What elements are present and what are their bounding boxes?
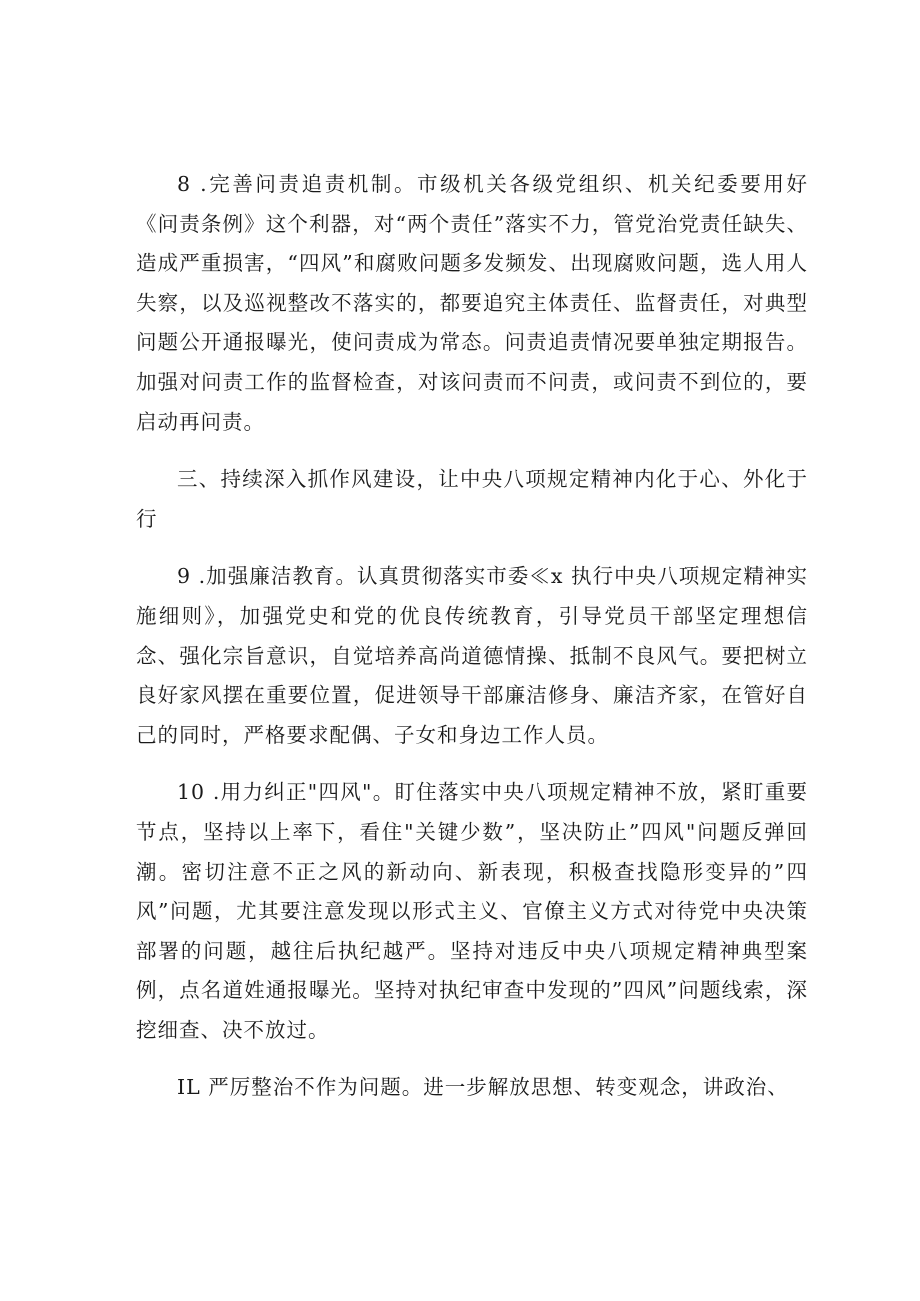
document-body [136,165,808,1126]
paragraph-item-8: 8 .完善问责追责机制。市级机关各级党组织、机关纪委要用好《问责条例》这个利器，对“两个责任”落实不力，管党治党责任缺失、造成严重损害，“四风”和腐败问题多发频发、出现腐败问题，选人用人失察，以及巡视整改不落实的，都要追究主体责任、监督责任，对典型问题公开通报曝光，使问责成为常态。问责追责情况要单独定期报告。加强对问责工作的监督检查，对该问责而不问责，或问责不到位的，要启动再问责。 [136,172,808,434]
paragraph-item-10: 10 .用力纠正"四风"。盯住落实中央八项规定精神不放，紧盯重要节点，坚持以上率下，看住"关键少数”，坚决防止”四风"问题反弹回潮。密切注意不正之风的新动向、新表现，积极查找隐形变异的”四风”问题，尤其要注意发现以形式主义、官僚主义方式对待党中央决策部署的问题，越往后执纪越严。坚持对违反中央八项规定精神典型案例，点名道姓通报曝光。坚持对执纪审查中发现的”四风”问题线索，深挖细查、决不放过。 [136,780,808,1042]
section-heading-3: 三、持续深入抓作风建设，让中央八项规定精神内化于心、外化于行 [136,467,808,531]
paragraph-item-9: 9 .加强廉洁教育。认真贯彻落实市委≪x 执行中央八项规定精神实施细则》，加强党史和党的优良传统教育，引导党员干部坚定理想信念、强化宗旨意识，自觉培养高尚道德情操、抵制不良风气。要把树立良好家风摆在重要位置，促进领导干部廉洁修身、廉洁齐家，在管好自己的同时，严格要求配偶、子女和身边工作人员。 [136,564,808,747]
paragraph-item-11: IL 严厉整治不作为问题。进一步解放思想、转变观念，讲政治、 [177,1075,789,1100]
